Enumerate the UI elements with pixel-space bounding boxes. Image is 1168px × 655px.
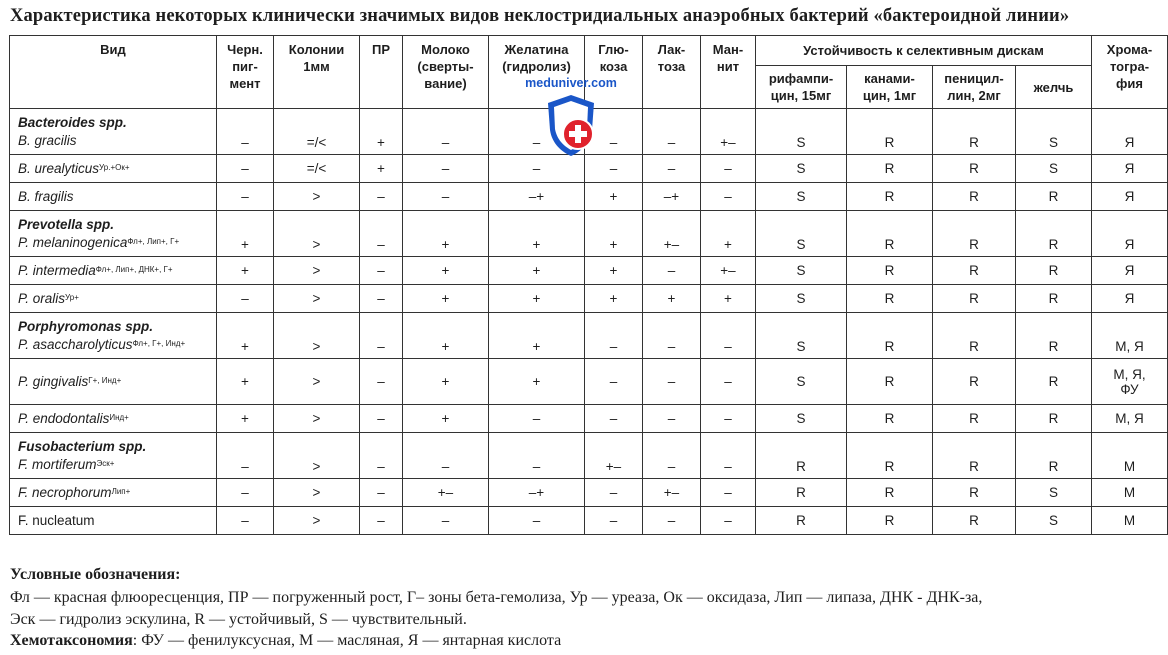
value-cell: –	[360, 313, 403, 359]
value-cell: +–	[701, 109, 756, 155]
header-pigment: Черн. пиг- мент	[217, 36, 274, 109]
genus-label: Fusobacterium spp.	[18, 438, 147, 454]
value-cell: –	[217, 285, 274, 313]
value-cell: –	[360, 257, 403, 285]
value-cell: –	[701, 183, 756, 211]
value-cell: –+	[489, 479, 585, 507]
value-cell: Я	[1092, 257, 1168, 285]
value-cell: +	[217, 405, 274, 433]
value-cell: –	[643, 109, 701, 155]
species-properties: Лип+	[111, 486, 131, 496]
species-name: F. necrophorum	[18, 484, 112, 500]
value-cell: S	[756, 211, 847, 257]
header-gelatin: Желатина (гидролиз)	[489, 36, 585, 109]
value-cell: +	[403, 285, 489, 313]
value-cell: R	[1016, 405, 1092, 433]
value-cell: >	[274, 405, 360, 433]
value-cell: >	[274, 257, 360, 285]
header-mannitol: Ман- нит	[701, 36, 756, 109]
value-cell: +–	[585, 433, 643, 479]
table-row	[10, 183, 1168, 211]
table-row	[10, 155, 1168, 183]
value-cell: R	[933, 313, 1016, 359]
table-row	[10, 405, 1168, 433]
value-cell: +–	[643, 211, 701, 257]
value-cell: =/<	[274, 155, 360, 183]
species-cell	[10, 285, 217, 313]
species-name: F. nucleatum	[18, 512, 95, 528]
value-cell: R	[1016, 433, 1092, 479]
value-cell: +	[360, 109, 403, 155]
value-cell: –	[217, 109, 274, 155]
value-cell: –	[585, 155, 643, 183]
value-cell: +	[489, 211, 585, 257]
value-cell: +	[585, 211, 643, 257]
species-cell	[10, 109, 217, 155]
value-cell: –	[643, 155, 701, 183]
value-cell: >	[274, 507, 360, 535]
legend-chemotaxonomy: Хемотаксономия: ФУ — фенилуксусная, М — масляная, Я — янтарная кислота	[10, 632, 562, 649]
value-cell: Я	[1092, 285, 1168, 313]
value-cell: –	[360, 211, 403, 257]
value-cell: –	[403, 433, 489, 479]
legend-heading: Условные обозначения:	[10, 566, 181, 583]
value-cell: –	[217, 433, 274, 479]
value-cell: М	[1092, 507, 1168, 535]
value-cell: –	[489, 507, 585, 535]
value-cell: S	[756, 109, 847, 155]
header-milk: Молоко (сверты- вание)	[403, 36, 489, 109]
value-cell: S	[756, 257, 847, 285]
value-cell: R	[847, 313, 933, 359]
header-chromatography: Хрома- тогра- фия	[1092, 36, 1168, 109]
value-cell: М, Я, ФУ	[1092, 359, 1168, 405]
value-cell: R	[847, 211, 933, 257]
value-cell: –	[360, 433, 403, 479]
species-name: P. endodontalis	[18, 410, 110, 426]
value-cell: R	[1016, 359, 1092, 405]
value-cell: +–	[403, 479, 489, 507]
value-cell: S	[756, 285, 847, 313]
value-cell: >	[274, 183, 360, 211]
table-row	[10, 313, 1168, 359]
value-cell: +	[217, 313, 274, 359]
value-cell: +	[217, 359, 274, 405]
value-cell: М	[1092, 433, 1168, 479]
species-cell	[10, 433, 217, 479]
value-cell: –	[643, 507, 701, 535]
value-cell: +	[585, 285, 643, 313]
value-cell: +	[403, 257, 489, 285]
header-kanamycin: канами- цин, 1мг	[847, 66, 933, 109]
value-cell: R	[933, 359, 1016, 405]
species-cell	[10, 313, 217, 359]
value-cell: –	[701, 313, 756, 359]
value-cell: –	[403, 507, 489, 535]
value-cell: S	[1016, 155, 1092, 183]
value-cell: –	[585, 479, 643, 507]
species-cell	[10, 359, 217, 405]
value-cell: –	[585, 109, 643, 155]
value-cell: М	[1092, 479, 1168, 507]
page-title: Характеристика некоторых клинически значимых видов неклостридиальных анаэробных бактерий «бактероидной линии»	[10, 6, 1070, 26]
table-row	[10, 479, 1168, 507]
legend-line-1: Фл — красная флюоресценция, ПР — погруженный рост, Г– зоны бета-гемолиза, Ур — уреаза, Ок — оксидаза, Лип — липаза, ДНК - ДНК-за,	[10, 589, 983, 606]
value-cell: –	[585, 507, 643, 535]
value-cell: –	[585, 359, 643, 405]
value-cell: –	[701, 507, 756, 535]
species-name: F. mortiferum	[18, 456, 97, 472]
species-name: B. fragilis	[18, 188, 74, 204]
value-cell: R	[933, 507, 1016, 535]
value-cell: >	[274, 479, 360, 507]
genus-label: Porphyromonas spp.	[18, 318, 154, 334]
value-cell: +–	[701, 257, 756, 285]
header-resistance: Устойчивость к селективным дискам	[756, 36, 1092, 66]
value-cell: +	[489, 313, 585, 359]
value-cell: R	[1016, 183, 1092, 211]
value-cell: –	[643, 405, 701, 433]
value-cell: R	[933, 433, 1016, 479]
value-cell: S	[756, 155, 847, 183]
value-cell: +	[585, 257, 643, 285]
value-cell: +	[403, 359, 489, 405]
value-cell: +	[217, 257, 274, 285]
species-name: B. urealyticus	[18, 160, 100, 176]
value-cell: –	[701, 433, 756, 479]
species-properties: Инд+	[109, 412, 129, 422]
species-cell	[10, 211, 217, 257]
value-cell: –+	[489, 183, 585, 211]
value-cell: –	[489, 405, 585, 433]
value-cell: –	[701, 405, 756, 433]
species-cell	[10, 183, 217, 211]
value-cell: –	[403, 109, 489, 155]
table-row	[10, 359, 1168, 405]
value-cell: +	[217, 211, 274, 257]
value-cell: –	[701, 479, 756, 507]
value-cell: –	[360, 359, 403, 405]
value-cell: R	[847, 183, 933, 211]
value-cell: R	[933, 211, 1016, 257]
value-cell: R	[933, 257, 1016, 285]
species-properties: Фл+, Лип+, Г+	[127, 236, 180, 246]
value-cell: S	[756, 313, 847, 359]
value-cell: R	[847, 479, 933, 507]
value-cell: S	[756, 405, 847, 433]
value-cell: –	[360, 285, 403, 313]
value-cell: +	[643, 285, 701, 313]
value-cell: –	[585, 313, 643, 359]
value-cell: +	[489, 359, 585, 405]
value-cell: >	[274, 211, 360, 257]
value-cell: –+	[643, 183, 701, 211]
value-cell: R	[1016, 313, 1092, 359]
legend-line-2: Эск — гидролиз эскулина, R — устойчивый, S — чувствительный.	[10, 611, 467, 628]
value-cell: –	[217, 155, 274, 183]
value-cell: R	[847, 433, 933, 479]
value-cell: –	[360, 183, 403, 211]
species-properties: Фл+, Лип+, ДНК+, Г+	[95, 264, 173, 274]
value-cell: Я	[1092, 183, 1168, 211]
table-row	[10, 507, 1168, 535]
value-cell: R	[756, 479, 847, 507]
value-cell: R	[933, 155, 1016, 183]
species-name: P. oralis	[18, 290, 66, 306]
value-cell: S	[1016, 479, 1092, 507]
species-cell	[10, 479, 217, 507]
species-cell	[10, 507, 217, 535]
table-row	[10, 433, 1168, 479]
value-cell: S	[756, 183, 847, 211]
species-name: B. gracilis	[18, 132, 77, 148]
genus-label: Prevotella spp.	[18, 216, 115, 232]
species-cell	[10, 405, 217, 433]
value-cell: –	[489, 155, 585, 183]
value-cell: +	[403, 211, 489, 257]
value-cell: М, Я	[1092, 405, 1168, 433]
value-cell: =/<	[274, 109, 360, 155]
header-penicillin: пеницил- лин, 2мг	[933, 66, 1016, 109]
value-cell: +	[701, 285, 756, 313]
value-cell: –	[360, 507, 403, 535]
table-row	[10, 211, 1168, 257]
value-cell: >	[274, 313, 360, 359]
header-species: Вид	[10, 36, 217, 109]
value-cell: –	[585, 405, 643, 433]
species-properties: Ур.+Ок+	[99, 162, 130, 172]
species-cell	[10, 155, 217, 183]
species-properties: Г+, Инд+	[88, 375, 122, 385]
value-cell: S	[756, 359, 847, 405]
header-bile: желчь	[1016, 66, 1092, 109]
species-name: P. melaninogenica	[18, 234, 128, 250]
header-lactose: Лак- тоза	[643, 36, 701, 109]
value-cell: R	[933, 183, 1016, 211]
value-cell: Я	[1092, 155, 1168, 183]
header-pr: ПР	[360, 36, 403, 109]
value-cell: –	[643, 433, 701, 479]
value-cell: +	[585, 183, 643, 211]
value-cell: R	[756, 507, 847, 535]
species-cell	[10, 257, 217, 285]
value-cell: –	[403, 183, 489, 211]
value-cell: Я	[1092, 211, 1168, 257]
watermark-text: meduniver.com	[525, 76, 617, 90]
value-cell: –	[360, 405, 403, 433]
value-cell: –	[217, 507, 274, 535]
value-cell: –	[360, 479, 403, 507]
value-cell: S	[1016, 109, 1092, 155]
species-name: P. asaccharolyticus	[18, 336, 133, 352]
value-cell: >	[274, 359, 360, 405]
value-cell: –	[701, 359, 756, 405]
value-cell: М, Я	[1092, 313, 1168, 359]
species-properties: Фл+, Г+, Инд+	[132, 338, 186, 348]
value-cell: R	[847, 507, 933, 535]
shield-cross-icon	[545, 92, 597, 158]
species-name: P. intermedia	[18, 262, 96, 278]
value-cell: –	[403, 155, 489, 183]
value-cell: >	[274, 285, 360, 313]
value-cell: –	[643, 313, 701, 359]
value-cell: Я	[1092, 109, 1168, 155]
header-colonies: Колонии 1мм	[274, 36, 360, 109]
value-cell: R	[1016, 211, 1092, 257]
value-cell: +	[489, 257, 585, 285]
value-cell: –	[701, 155, 756, 183]
header-glucose: Глю- коза	[585, 36, 643, 109]
value-cell: R	[847, 155, 933, 183]
value-cell: R	[756, 433, 847, 479]
value-cell: R	[1016, 257, 1092, 285]
value-cell: R	[847, 257, 933, 285]
value-cell: +	[701, 211, 756, 257]
value-cell: +	[360, 155, 403, 183]
value-cell: –	[217, 183, 274, 211]
value-cell: >	[274, 433, 360, 479]
value-cell: R	[933, 109, 1016, 155]
species-properties: Эск+	[96, 458, 115, 468]
value-cell: –	[489, 433, 585, 479]
value-cell: R	[933, 285, 1016, 313]
value-cell: R	[847, 285, 933, 313]
table-row	[10, 285, 1168, 313]
value-cell: S	[1016, 507, 1092, 535]
value-cell: R	[847, 405, 933, 433]
species-name: P. gingivalis	[18, 373, 89, 389]
value-cell: +	[403, 313, 489, 359]
watermark-logo	[520, 76, 622, 158]
value-cell: –	[489, 109, 585, 155]
value-cell: +	[403, 405, 489, 433]
value-cell: R	[933, 405, 1016, 433]
table-row	[10, 257, 1168, 285]
value-cell: R	[933, 479, 1016, 507]
value-cell: –	[643, 257, 701, 285]
species-properties: Ур+	[65, 292, 79, 302]
genus-label: Bacteroides spp.	[18, 114, 127, 130]
header-rifampicin: рифампи- цин, 15мг	[756, 66, 847, 109]
value-cell: +	[489, 285, 585, 313]
value-cell: –	[217, 479, 274, 507]
value-cell: +–	[643, 479, 701, 507]
value-cell: R	[1016, 285, 1092, 313]
value-cell: R	[847, 359, 933, 405]
value-cell: –	[643, 359, 701, 405]
table-body	[10, 109, 1168, 535]
value-cell: R	[847, 109, 933, 155]
